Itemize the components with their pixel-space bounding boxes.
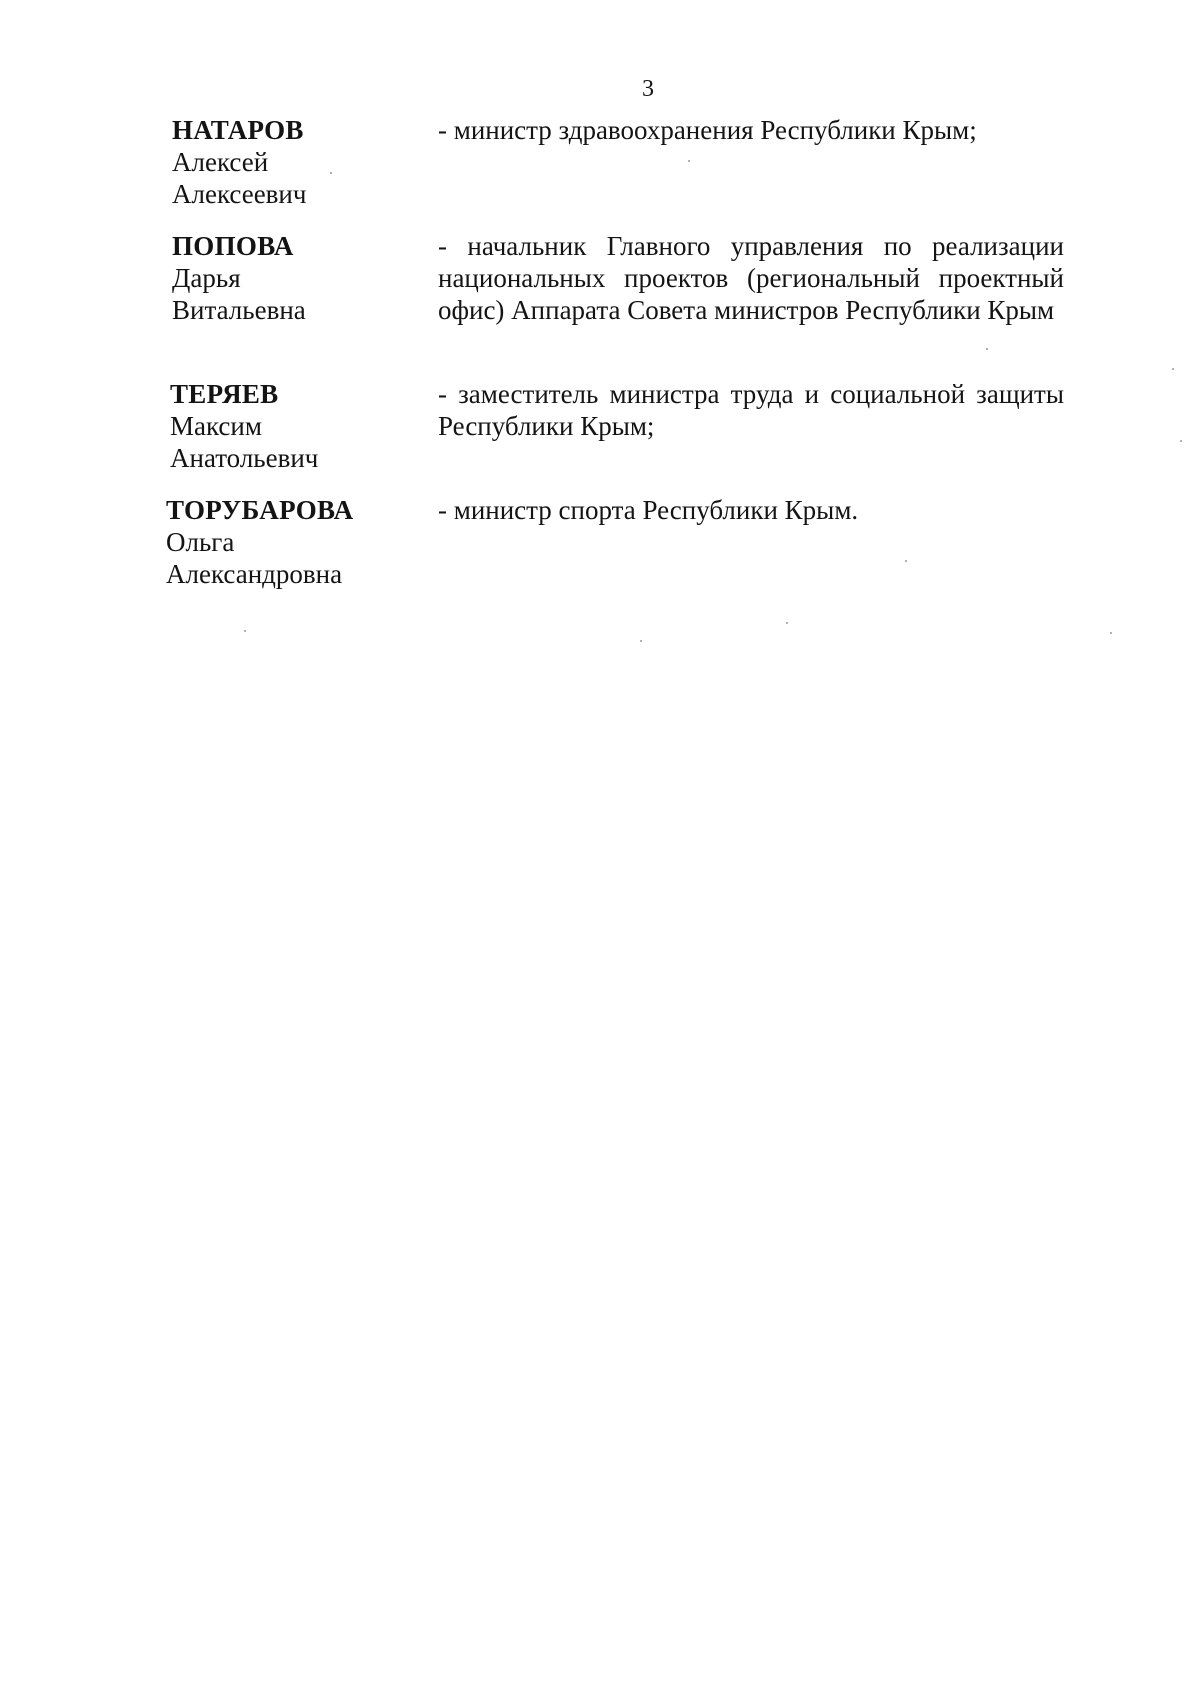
scan-speck [1180,440,1182,442]
member-first-name: Ольга [166,527,235,557]
member-name [172,230,412,326]
member-role: - министр спорта Республики Крым. [438,495,859,525]
member-name [166,494,406,590]
member-surname: ТОРУБАРОВА [166,495,354,525]
member-first-name: Алексей [172,147,269,177]
member-surname: НАТАРОВ [172,115,304,145]
member-first-name: Дарья [172,263,241,293]
member-patronymic: Алексеевич [172,179,307,209]
member-first-name: Максим [170,411,262,441]
scan-speck [1172,368,1174,370]
scan-speck [330,172,332,174]
member-role: - начальник Главного управления по реализации национальных проектов (региональный проектный офис) Аппарата Совета министров Республики Крым [438,231,1064,325]
scan-speck [688,160,690,162]
scan-speck [640,640,642,642]
member-role: - министр здравоохранения Республики Крым; [438,115,977,145]
member-patronymic: Витальевна [172,295,306,325]
member-role: - заместитель министра труда и социальной защиты Республики Крым; [438,379,1064,441]
member-surname: ПОПОВА [172,231,294,261]
member-surname: ТЕРЯЕВ [170,379,279,409]
member-patronymic: Анатольевич [170,443,319,473]
member-name [172,114,412,210]
member-patronymic: Александровна [166,559,343,589]
scan-speck [1110,632,1112,634]
scan-speck [986,348,988,350]
page-number: 3 [642,76,654,102]
scan-speck [905,560,907,562]
member-name [170,378,410,474]
scan-speck [786,622,788,624]
scan-speck [244,630,246,632]
